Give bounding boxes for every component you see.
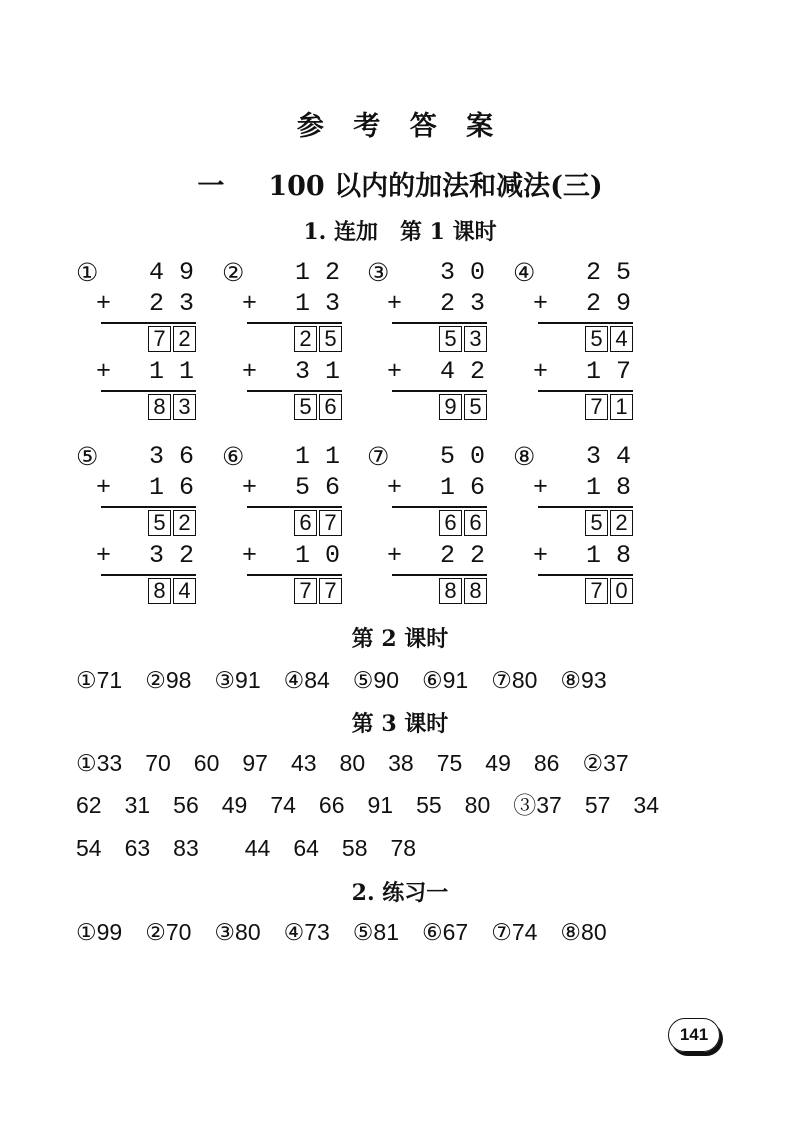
- partial-sum-boxes: [292, 510, 342, 540]
- total-sum-boxes: [437, 578, 487, 608]
- plus-sign: +: [533, 357, 549, 386]
- addend-row: [242, 541, 340, 571]
- digit-box: 7: [585, 578, 608, 604]
- addend: 4 2: [439, 357, 485, 386]
- addend-row: [533, 258, 631, 288]
- addend: 1 1: [294, 442, 340, 471]
- page-title: 参 考 答 案: [296, 111, 504, 142]
- digit-box: 4: [173, 578, 196, 604]
- lesson3-answers-line-3: 54 63 83 44 64 58 78: [76, 835, 417, 861]
- digit-box: 5: [585, 326, 608, 352]
- digit-box: 7: [319, 510, 342, 536]
- digit-box: 2: [173, 326, 196, 352]
- sum-rule: [538, 322, 633, 324]
- plus-sign: +: [387, 289, 403, 318]
- addend-row: [387, 442, 485, 472]
- digit-box: 5: [319, 326, 342, 352]
- digit-box: 8: [148, 578, 171, 604]
- plus-sign: +: [242, 473, 258, 502]
- practice-answers: ①99 ②70 ③80 ④73 ⑤81 ⑥67 ⑦74 ⑧80: [76, 919, 607, 945]
- plus-sign: +: [533, 289, 549, 318]
- addend-row: [96, 541, 194, 571]
- lesson1-title: 1. 连加 第 1 课时: [303, 219, 497, 245]
- addend-row: [242, 357, 340, 387]
- partial-sum-boxes: [583, 510, 633, 540]
- digit-box: 8: [148, 394, 171, 420]
- addend: 1 0: [294, 541, 340, 570]
- digit-box: 7: [319, 578, 342, 604]
- unit-title-text: 100 以内的加法和减法(三): [268, 171, 603, 202]
- problem-number: ②: [222, 259, 245, 287]
- digit-box: 7: [148, 326, 171, 352]
- plus-sign: +: [242, 357, 258, 386]
- plus-sign: +: [533, 473, 549, 502]
- digit-box: 7: [294, 578, 317, 604]
- addend: 1 6: [439, 473, 485, 502]
- total-sum-boxes: [292, 578, 342, 608]
- digit-box: 6: [294, 510, 317, 536]
- addend-row: [387, 541, 485, 571]
- digit-box: 5: [148, 510, 171, 536]
- addition-problem: [222, 258, 352, 418]
- problem-number: ⑤: [76, 443, 99, 471]
- total-sum-boxes: [292, 394, 342, 424]
- plus-sign: +: [387, 357, 403, 386]
- problem-number: ④: [513, 259, 536, 287]
- digit-box: 0: [610, 578, 633, 604]
- sum-rule: [247, 574, 342, 576]
- digit-box: 4: [610, 326, 633, 352]
- addend-row: [242, 258, 340, 288]
- addend: 1 3: [294, 289, 340, 318]
- addend: 3 6: [148, 442, 194, 471]
- addend-row: [96, 473, 194, 503]
- addend: 1 8: [585, 541, 631, 570]
- addend-row: [533, 289, 631, 319]
- plus-sign: +: [242, 541, 258, 570]
- digit-box: 8: [464, 578, 487, 604]
- plus-sign: +: [96, 357, 112, 386]
- problem-number: ③: [367, 259, 390, 287]
- practice-title: 2. 练习一: [351, 880, 449, 906]
- unit-number: 一: [197, 171, 225, 202]
- sum-rule: [538, 506, 633, 508]
- plus-sign: +: [533, 541, 549, 570]
- lesson2-answers: ①71 ②98 ③91 ④84 ⑤90 ⑥91 ⑦80 ⑧93: [76, 667, 607, 693]
- digit-box: 5: [294, 394, 317, 420]
- digit-box: 6: [439, 510, 462, 536]
- digit-box: 3: [464, 326, 487, 352]
- unit-title: [0, 164, 800, 203]
- addend-row: [533, 541, 631, 571]
- partial-sum-boxes: [292, 326, 342, 356]
- addend: 1 7: [585, 357, 631, 386]
- addend: 5 6: [294, 473, 340, 502]
- sum-rule: [101, 390, 196, 392]
- problem-number: ⑧: [513, 443, 536, 471]
- problem-number: ⑦: [367, 443, 390, 471]
- addend-row: [533, 473, 631, 503]
- plus-sign: +: [96, 541, 112, 570]
- addend-row: [387, 258, 485, 288]
- sum-rule: [101, 506, 196, 508]
- plus-sign: +: [387, 541, 403, 570]
- addition-problem: [76, 442, 206, 602]
- addition-problem: [222, 442, 352, 602]
- addend: 5 0: [439, 442, 485, 471]
- sum-rule: [247, 390, 342, 392]
- addition-problem: [367, 442, 497, 602]
- digit-box: 9: [439, 394, 462, 420]
- addition-problem: [367, 258, 497, 418]
- sum-rule: [538, 390, 633, 392]
- sum-rule: [247, 506, 342, 508]
- addend: 2 3: [148, 289, 194, 318]
- total-sum-boxes: [583, 578, 633, 608]
- addend-row: [242, 442, 340, 472]
- partial-sum-boxes: [437, 510, 487, 540]
- total-sum-boxes: [437, 394, 487, 424]
- addend: 3 4: [585, 442, 631, 471]
- problem-number: ①: [76, 259, 99, 287]
- addend-row: [96, 258, 194, 288]
- plus-sign: +: [387, 473, 403, 502]
- digit-box: 5: [464, 394, 487, 420]
- addend: 1 1: [148, 357, 194, 386]
- addition-problem: [513, 258, 643, 418]
- addend: 2 5: [585, 258, 631, 287]
- lesson3-answers-line-1: ①33 70 60 97 43 80 38 75 49 86 ②37: [76, 750, 629, 776]
- plus-sign: +: [242, 289, 258, 318]
- addend: 2 3: [439, 289, 485, 318]
- digit-box: 6: [464, 510, 487, 536]
- digit-box: 6: [319, 394, 342, 420]
- sum-rule: [101, 322, 196, 324]
- addend-row: [533, 442, 631, 472]
- digit-box: 2: [173, 510, 196, 536]
- digit-box: 5: [585, 510, 608, 536]
- digit-box: 2: [294, 326, 317, 352]
- total-sum-boxes: [146, 578, 196, 608]
- partial-sum-boxes: [437, 326, 487, 356]
- sum-rule: [101, 574, 196, 576]
- digit-box: 2: [610, 510, 633, 536]
- addend-row: [96, 289, 194, 319]
- plus-sign: +: [96, 473, 112, 502]
- addend: 3 1: [294, 357, 340, 386]
- addition-problem: [76, 258, 206, 418]
- addend-row: [387, 357, 485, 387]
- addend: 3 0: [439, 258, 485, 287]
- addend-row: [96, 442, 194, 472]
- total-sum-boxes: [146, 394, 196, 424]
- sum-rule: [538, 574, 633, 576]
- sum-rule: [392, 506, 487, 508]
- addend-row: [242, 473, 340, 503]
- addend-row: [533, 357, 631, 387]
- addend-row: [242, 289, 340, 319]
- addend: 3 2: [148, 541, 194, 570]
- sum-rule: [392, 390, 487, 392]
- addend: 1 2: [294, 258, 340, 287]
- addend-row: [387, 473, 485, 503]
- total-sum-boxes: [583, 394, 633, 424]
- addition-problem: [513, 442, 643, 602]
- problem-number: ⑥: [222, 443, 245, 471]
- digit-box: 3: [173, 394, 196, 420]
- addend: 1 6: [148, 473, 194, 502]
- addend: 4 9: [148, 258, 194, 287]
- sum-rule: [392, 574, 487, 576]
- partial-sum-boxes: [146, 326, 196, 356]
- plus-sign: +: [96, 289, 112, 318]
- page-number: 141: [668, 1018, 720, 1052]
- addend: 2 2: [439, 541, 485, 570]
- addend-row: [387, 289, 485, 319]
- lesson2-title: 第 2 课时: [351, 626, 449, 652]
- digit-box: 5: [439, 326, 462, 352]
- lesson3-answers-line-2: 62 31 56 49 74 66 91 55 80 ③37 57 34: [76, 792, 659, 818]
- addend: 2 9: [585, 289, 631, 318]
- sum-rule: [392, 322, 487, 324]
- partial-sum-boxes: [146, 510, 196, 540]
- sum-rule: [247, 322, 342, 324]
- addend: 1 8: [585, 473, 631, 502]
- digit-box: 7: [585, 394, 608, 420]
- partial-sum-boxes: [583, 326, 633, 356]
- addend-row: [96, 357, 194, 387]
- lesson3-title: 第 3 课时: [351, 711, 449, 737]
- digit-box: 1: [610, 394, 633, 420]
- digit-box: 8: [439, 578, 462, 604]
